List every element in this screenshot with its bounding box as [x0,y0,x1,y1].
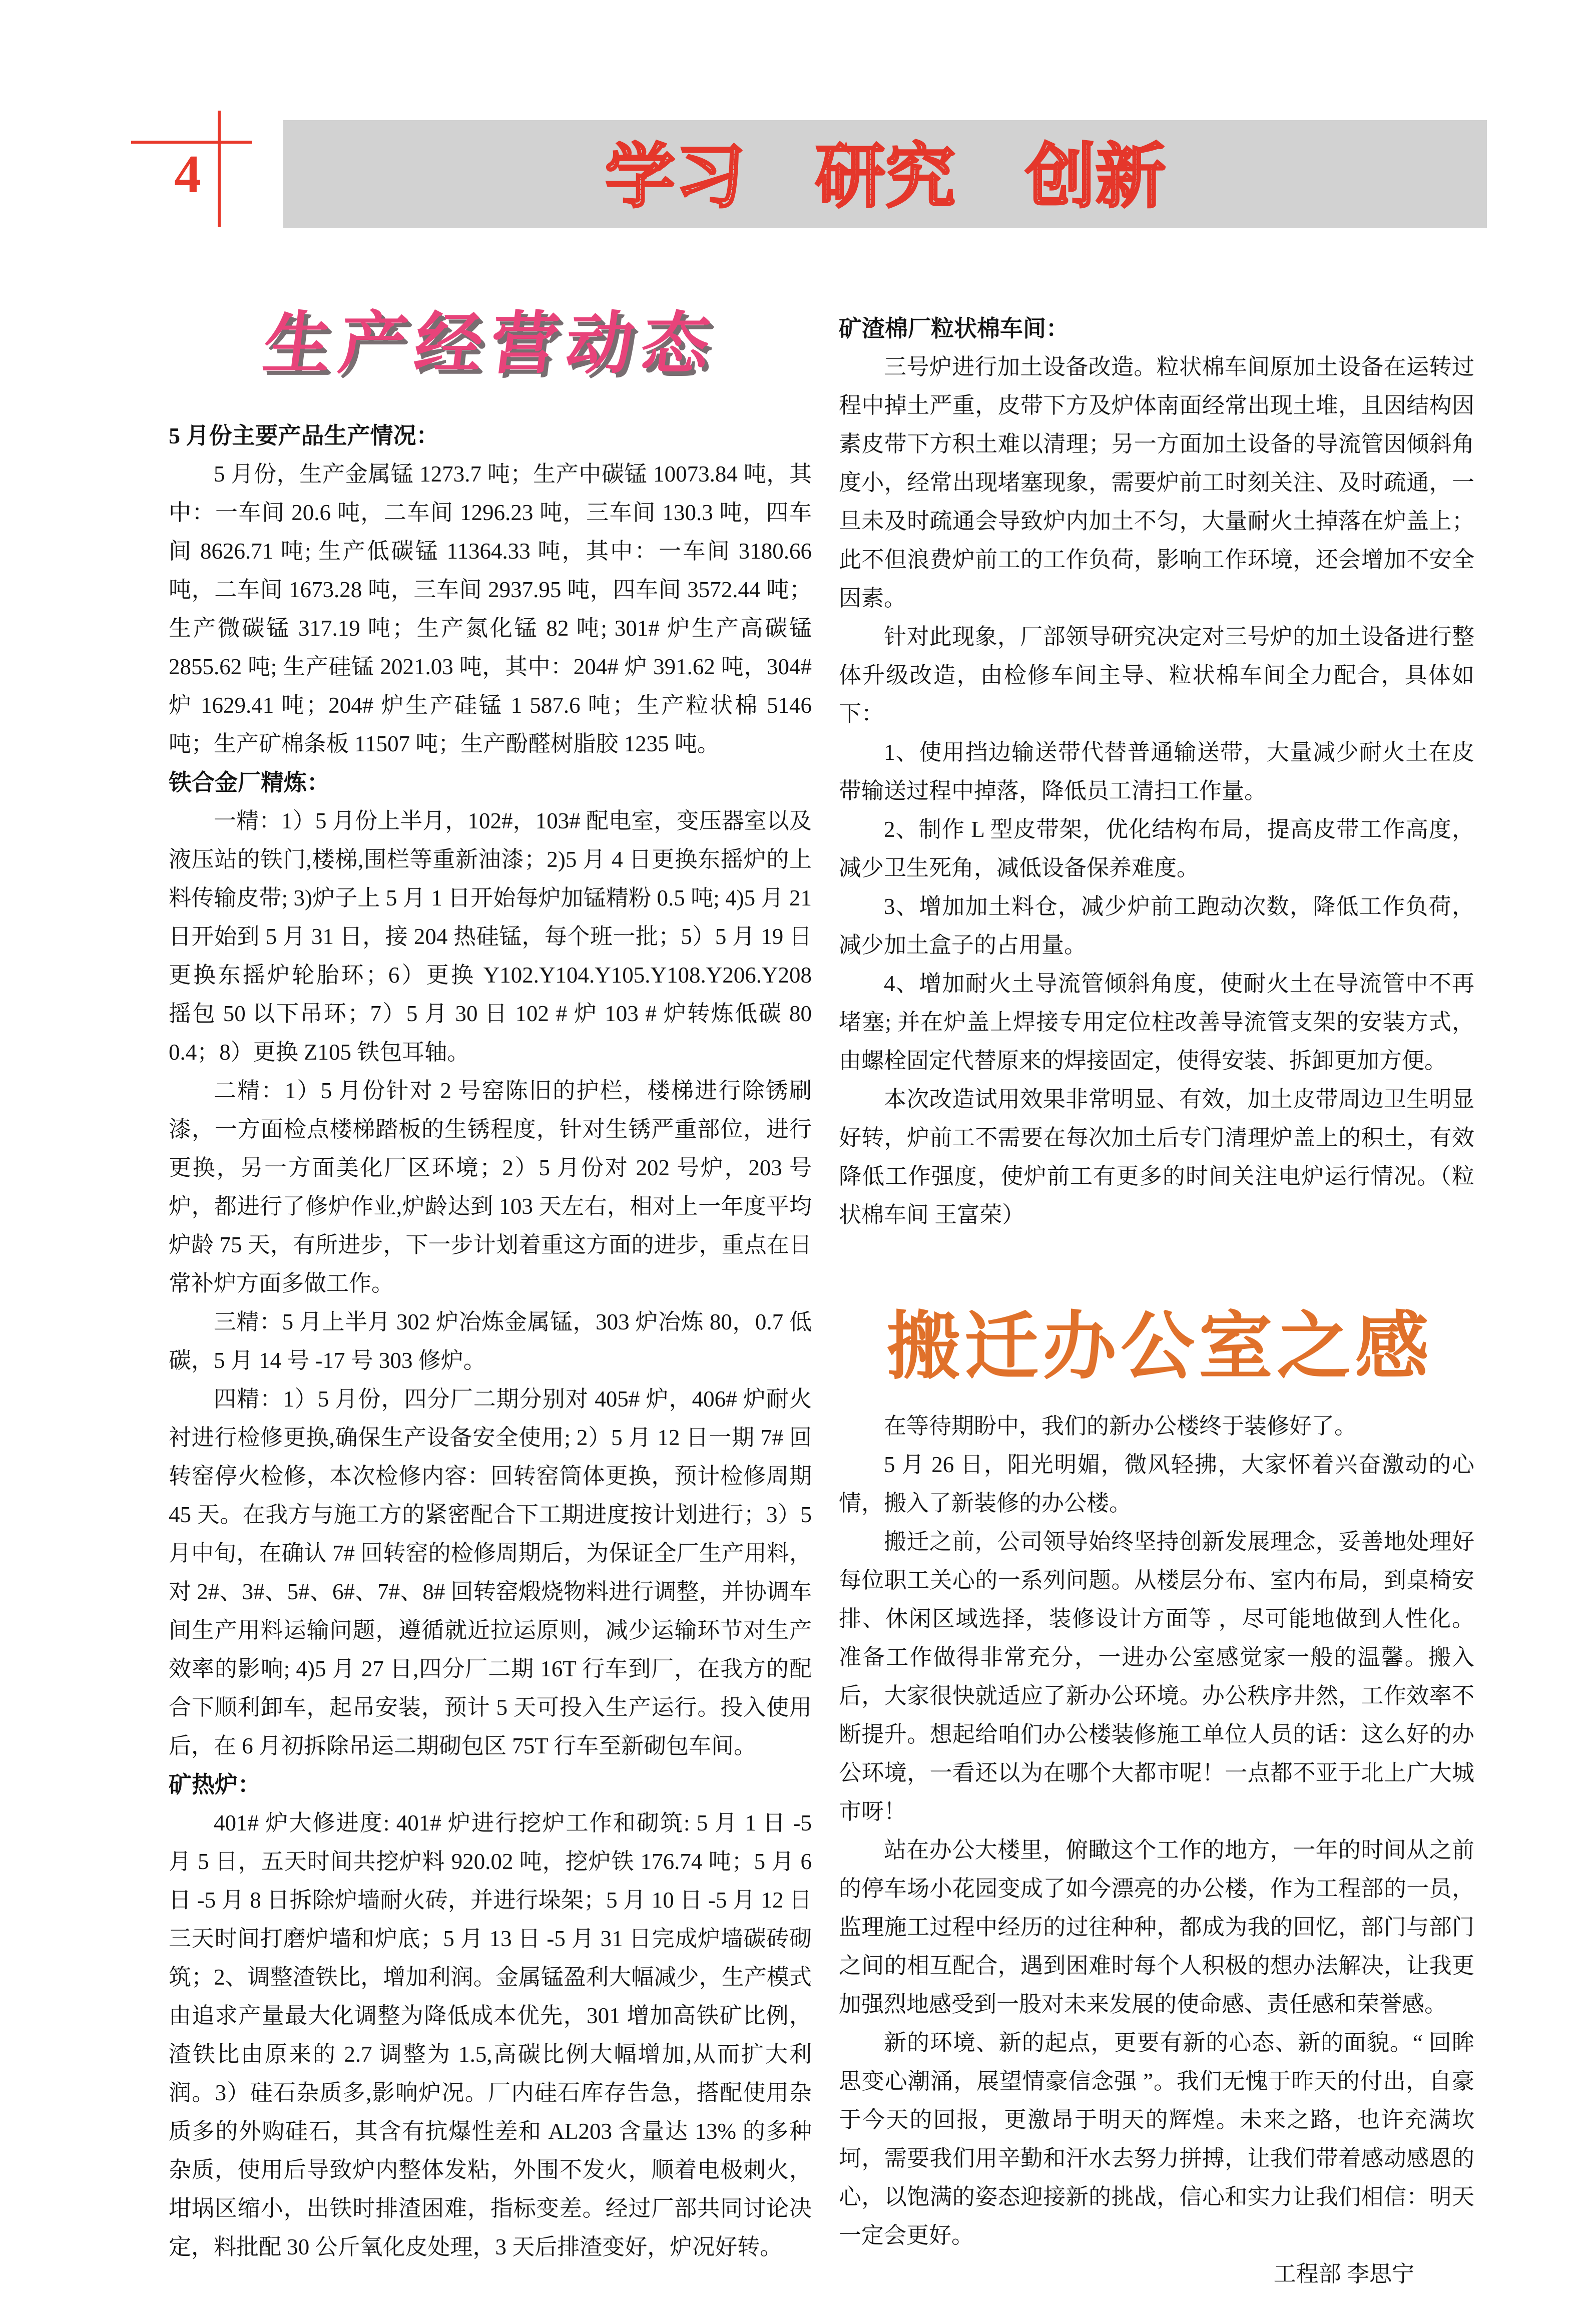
paragraph-upgrade-item-3: 3、增加加土料仓，减少炉前工跑动次数，降低工作负荷，减少加土盒子的占用量。 [839,894,1474,958]
left-column [169,416,812,2266]
article2-paragraph-2: 5 月 26 日，阳光明媚，微风轻拂，大家怀着兴奋激动的心情，搬入了新装修的办公楼。 [839,1452,1474,1516]
article2-paragraph-5: 新的环境、新的起点，更要有新的心态、新的面貌。“ 回眸思变心潮涌，展望情豪信念强 ”。我们无愧于昨天的付出，自豪于今天的回报，更激昂于明天的辉煌。未来之路，也许充满坎坷，需要我们用辛勤和汗水去努力拼搏，让我们带着感动感恩的心，以饱满的姿态迎接新的挑战，信心和实力让我们相信：明天一定会更好。 [839,2030,1474,2248]
paragraph-upgrade-result: 本次改造试用效果非常明显、有效，加土皮带周边卫生明显好转，炉前工不需要在每次加土后专门清理炉盖上的积土，有效降低工作强度，使炉前工有更多的时间关注电炉运行情况。（粒状棉车间 王富荣） [839,1087,1474,1227]
paragraph-upgrade-plan: 针对此现象，厂部领导研究决定对三号炉的加土设备进行整体升级改造，由检修车间主导、粒状棉车间全力配合，具体如下： [839,624,1474,726]
paragraph-workshop-intro: 三号炉进行加土设备改造。粒状棉车间原加土设备在运转过程中掉土严重，皮带下方及炉体南面经常出现土堆，且因结构因素皮带下方积土难以清理；另一方面加土设备的导流管因倾斜角度小，经常出现堵塞现象，需要炉前工时刻关注、及时疏通，一旦未及时疏通会导致炉内加土不匀，大量耐火土掉落在炉盖上；此不但浪费炉前工的工作负荷，影响工作环境，还会增加不安全因素。 [839,354,1474,611]
paragraph-upgrade-item-2: 2、制作 L 型皮带架，优化结构布局，提高皮带工作高度，减少卫生死角，减低设备保养难度。 [839,817,1474,880]
article2-paragraph-1: 在等待期盼中，我们的新办公楼终于装修好了。 [884,1414,1357,1439]
paragraph-sijing: 四精：1）5 月份，四分厂二期分别对 405# 炉，406# 炉耐火衬进行检修更换,确保生产设备安全使用; 2）5 月 12 日一期 7# 回转窑停火检修，本次检修内容：回转窑筒体更换，预计检修周期 45 天。在我方与施工方的紧密配合下工期进度按计划进行；3）5 月中旬，在确认 7# 回转窑的检修周期后，为保证全厂生产用料，对 2#、3#、5#、6#、7#、8# 回转窑煅烧物料进行调整，并协调车间生产用料运输问题，遵循就近拉运原则，减少运输环节对生产效率的影响; 4)5 月 27 日,四分厂二期 16T 行车到厂，在我方的配合下顺利卸车，起吊安装，预计 5 天可投入生产运行。投入使用后，在 6 月初拆除吊运二期砌包区 75T 行车至新砌包车间。 [169,1387,812,1758]
crop-mark-vertical [218,111,221,227]
paragraph-furnace: 401# 炉大修进度: 401# 炉进行挖炉工作和砌筑: 5 月 1 日 -5 月 5 日，五天时间共挖炉料 920.02 吨，挖炉铁 176.74 吨；5 月 6 日 -5 月 8 日拆除炉墙耐火砖，并进行垛架；5 月 10 日 -5 月 12 日三天时间打磨炉墙和炉底；5 月 13 日 -5 月 31 日完成炉墙碳砖砌筑；2、调整渣铁比，增加利润。金属锰盈利大幅减少，生产模式由追求产量最大化调整为降低成本优先，301 增加高铁矿比例，渣铁比由原来的 2.7 调整为 1.5,高碳比例大幅增加,从而扩大利润。3）硅石杂质多,影响炉况。厂内硅石库存告急，搭配使用杂质多的外购硅石，其含有抗爆性差和 AL203 含量达 13% 的多种杂质，使用后导致炉内整体发粘，外围不发火，顺着电极刺火，坩埚区缩小，出铁时排渣困难，指标变差。经过厂部共同讨论决定，料批配 30 公斤氧化皮处理，3 天后排渣变好，炉况好转。 [169,1810,812,2259]
paragraph-upgrade-item-1: 1、使用挡边输送带代替普通输送带，大量减少耐火土在皮带输送过程中掉落，降低员工清扫工作量。 [839,740,1474,803]
section-heading-refining: 铁合金厂精炼： [169,770,330,795]
crop-mark-horizontal [131,141,252,144]
paragraph-upgrade-item-4: 4、增加耐火土导流管倾斜角度，使耐火土在导流管中不再堵塞; 并在炉盖上焊接专用定位柱改善导流管支架的安装方式，由螺栓固定代替原来的焊接固定，使得安装、拆卸更加方便。 [839,971,1474,1073]
section-heading-furnace: 矿热炉： [169,1772,261,1797]
paragraph-yijing: 一精：1）5 月份上半月，102#，103# 配电室，变压器室以及液压站的铁门,楼梯,围栏等重新油漆；2)5 月 4 日更换东摇炉的上料传输皮带; 3)炉子上 5 月 1 日开始每炉加锰精粉 0.5 吨; 4)5 月 21 日开始到 5 月 31 日，接 204 热硅锰，每个班一批；5）5 月 19 日更换东摇炉轮胎环；6）更换 Y102.Y104.Y105.Y108.Y206.Y208 摇包 50 以下吊环；7）5 月 30 日 102 # 炉 103 # 炉转炼低碳 80 0.4；8）更换 Z105 铁包耳轴。 [169,808,812,1065]
right-column [839,309,1474,2293]
article2-paragraph-4: 站在办公大楼里，俯瞰这个工作的地方，一年的时间从之前的停车场小花园变成了如今漂亮的办公楼，作为工程部的一员，监理施工过程中经历的过往种种，都成为我的回忆，部门与部门之间的相互配合，遇到困难时每个人积极的想办法解决，让我更加强烈地感受到一股对未来发展的使命感、责任感和荣誉感。 [839,1837,1474,2017]
header-banner [283,120,1487,228]
article2-paragraph-3: 搬迁之前，公司领导始终坚持创新发展理念，妥善地处理好每位职工关心的一系列问题。从楼层分布、室内布局，到桌椅安排、休闲区域选择，装修设计方面等 ，尽可能地做到人性化。准备工作做得非常充分，一进办公室感觉家一般的温馨。搬入后，大家很快就适应了新办公环境。办公秩序井然，工作效率不断提升。想起给咱们办公楼装修施工单位人员的话：这么好的办公环境，一看还以为在哪个大都市呢！一点都不亚于北上广大城市呀！ [839,1529,1474,1824]
section-heading-production: 5 月份主要产品生产情况： [169,423,439,448]
header-banner-text: 学习 研究 创新 [605,137,1166,216]
section-heading-workshop: 矿渣棉厂粒状棉车间： [839,316,1069,341]
paragraph-erjing: 二精：1）5 月份针对 2 号窑陈旧的护栏，楼梯进行除锈刷漆，一方面检点楼梯踏板的生锈程度，针对生锈严重部位，进行更换，另一方面美化厂区环境；2）5 月份对 202 号炉，203 号炉，都进行了修炉作业,炉龄达到 103 天左右，相对上一年度平均炉龄 75 天，有所进步，下一步计划着重这方面的进步，重点在日常补炉方面多做工作。 [169,1078,812,1296]
paragraph-production: 5 月份，生产金属锰 1273.7 吨；生产中碳锰 10073.84 吨，其中：一车间 20.6 吨，二车间 1296.23 吨，三车间 130.3 吨，四车间 8626.71 吨; 生产低碳锰 11364.33 吨，其中：一车间 3180.66 吨，二车间 1673.28 吨，三车间 2937.95 吨，四车间 3572.44 吨；生产微碳锰 317.19 吨；生产氮化锰 82 吨; 301# 炉生产高碳锰 2855.62 吨; 生产硅锰 2021.03 吨，其中：204# 炉 391.62 吨，304# 炉 1629.41 吨；204# 炉生产硅锰 1 587.6 吨；生产粒状棉 5146 吨；生产矿棉条板 11507 吨；生产酚醛树脂胶 1235 吨。 [169,462,812,756]
page-number: 4 [174,145,201,204]
article1-title: 生产经营动态 [259,307,722,382]
article2-signature: 工程部 李思宁 [1273,2261,1414,2286]
paragraph-sanjing: 三精：5 月上半月 302 炉冶炼金属锰，303 炉冶炼 80，0.7 低碳，5 月 14 号 -17 号 303 修炉。 [169,1309,812,1373]
header-banner-slogan-graphic [535,127,1236,222]
article2-title: 搬迁办公室之感 [886,1305,1433,1388]
